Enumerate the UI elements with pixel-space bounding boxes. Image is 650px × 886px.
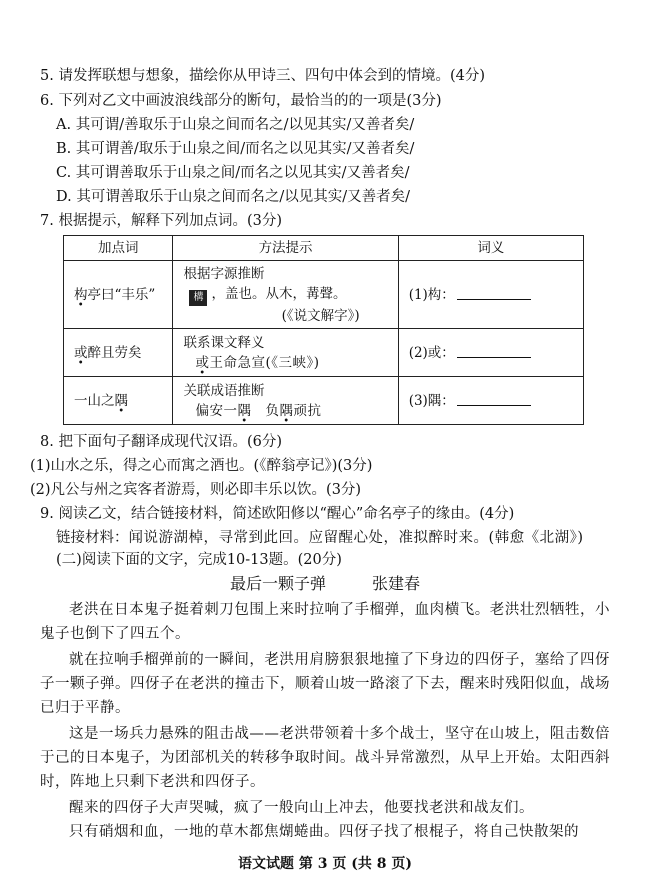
story-paragraph: 只有硝烟和血，一地的草木都焦煳蜷曲。四伢子找了根棍子，将自己快散架的 xyxy=(69,824,579,840)
cell-meaning xyxy=(398,329,583,377)
table-row xyxy=(64,261,584,329)
method-line: ，盖也。从木，冓聲。 xyxy=(211,285,347,302)
meaning-label: (1)构： xyxy=(408,286,455,303)
question-6-option-b: B. 其可谓善/取乐于山泉之间/而名之以见其实/又善者矣/ xyxy=(56,141,415,157)
cell-method: 联系课文释义 或王命急宣(《三峡》) xyxy=(173,329,398,377)
dotted-char: 或 xyxy=(195,354,210,371)
question-8-stem: 8. 把下面句子翻译成现代汉语。(6分) xyxy=(40,434,282,450)
story-author: 张建春 xyxy=(372,574,421,593)
answer-blank[interactable] xyxy=(457,343,531,358)
story-paragraph: 老洪在日本鬼子挺着刺刀包围上来时拉响了手榴弹，血肉横飞。老洪壮烈牺牲，小鬼子也倒下了四五个。 xyxy=(40,602,610,642)
method-title: 根据字源推断 xyxy=(183,265,265,282)
answer-blank[interactable] xyxy=(457,285,531,300)
meaning-label: (3)隅： xyxy=(408,392,455,409)
question-6-option-a: A. 其可谓/善取乐于山泉之间而名之/以见其实/又善者矣/ xyxy=(56,117,415,133)
answer-blank[interactable] xyxy=(457,391,531,406)
cell-word: 或醉且劳矣 xyxy=(64,329,173,377)
question-6-option-c: C. 其可谓善取乐于山泉之间/而名之以见其实/又善者矣/ xyxy=(56,165,410,181)
table-row xyxy=(64,329,584,377)
dotted-char: 或 xyxy=(74,344,88,361)
story-paragraph: 这是一场兵力悬殊的阻击战——老洪带领着十多个战士，坚守在山坡上，阻击数倍于己的日本鬼子，为团部机关的转移争取时间。战斗异常激烈，从早上开始。太阳西斜时，阵地上只剩下老洪和四伢子。 xyxy=(40,726,610,790)
cell-word: 构亭曰“丰乐” xyxy=(64,261,173,329)
dotted-char: 隅 xyxy=(114,392,128,409)
story-paragraph: 就在拉响手榴弹前的一瞬间，老洪用肩膀狠狠地撞了下身边的四伢子，塞给了四伢子一颗子弹。四伢子在老洪的撞击下，顺着山坡一路滚了下去，醒来时残阳似血，战场已归于平静。 xyxy=(40,652,610,716)
header-method: 方法提示 xyxy=(173,236,398,261)
link-material: 链接材料：闻说游湖棹，寻常到此回。应留醒心处，准拟醉时来。(韩愈《北湖》) xyxy=(56,530,584,546)
cell-word: 一山之隅 xyxy=(64,377,173,425)
page-footer: 语文试题 第 3 页 (共 8 页) xyxy=(238,856,412,872)
cell-meaning xyxy=(398,261,583,329)
question-8-item-2: (2)凡公与州之宾客者游焉，则必即丰乐以饮。(3分) xyxy=(30,482,362,498)
question-7-stem: 7. 根据提示，解释下列加点词。(3分) xyxy=(40,213,282,229)
method-source: (《说文解字》) xyxy=(281,307,360,324)
question-9-stem: 9. 阅读乙文，结合链接材料，简述欧阳修以“醒心”命名亭子的缘由。(4分) xyxy=(40,506,515,522)
hint-table xyxy=(63,235,584,425)
question-6-stem: 6. 下列对乙文中画波浪线部分的断句，最恰当的的一项是(3分) xyxy=(40,93,442,109)
meaning-label: (2)或： xyxy=(408,344,455,361)
seal-script-char: 構 xyxy=(189,290,207,306)
method-title: 联系课文释义 xyxy=(183,334,265,351)
cell-meaning xyxy=(398,377,583,425)
hint-table-header xyxy=(64,236,584,261)
cell-method xyxy=(173,261,398,329)
story-title: 最后一颗子弹 xyxy=(229,574,326,593)
dotted-char: 隅 xyxy=(237,402,252,419)
header-word: 加点词 xyxy=(64,236,173,261)
method-title: 关联成语推断 xyxy=(183,382,265,399)
story-title-line xyxy=(0,572,650,596)
question-5: 5. 请发挥联想与想象，描绘你从甲诗三、四句中体会到的情境。(4分) xyxy=(40,68,485,84)
dotted-char: 隅 xyxy=(279,402,294,419)
question-8-item-1: (1)山水之乐，得之心而寓之酒也。(《醉翁亭记》)(3分) xyxy=(30,458,373,474)
header-meaning: 词义 xyxy=(398,236,583,261)
dotted-char: 构 xyxy=(74,286,88,303)
question-6-option-d: D. 其可谓善取乐于山泉之间而名之/以见其实/又善者矣/ xyxy=(56,189,410,205)
table-row xyxy=(64,377,584,425)
section-2-heading: (二)阅读下面的文字，完成10-13题。(20分) xyxy=(56,552,342,568)
story-paragraph: 醒来的四伢子大声哭喊，疯了一般向山上冲去，他要找老洪和战友们。 xyxy=(69,800,534,816)
cell-method: 关联成语推断 偏安一隅 负隅顽抗 xyxy=(173,377,398,425)
